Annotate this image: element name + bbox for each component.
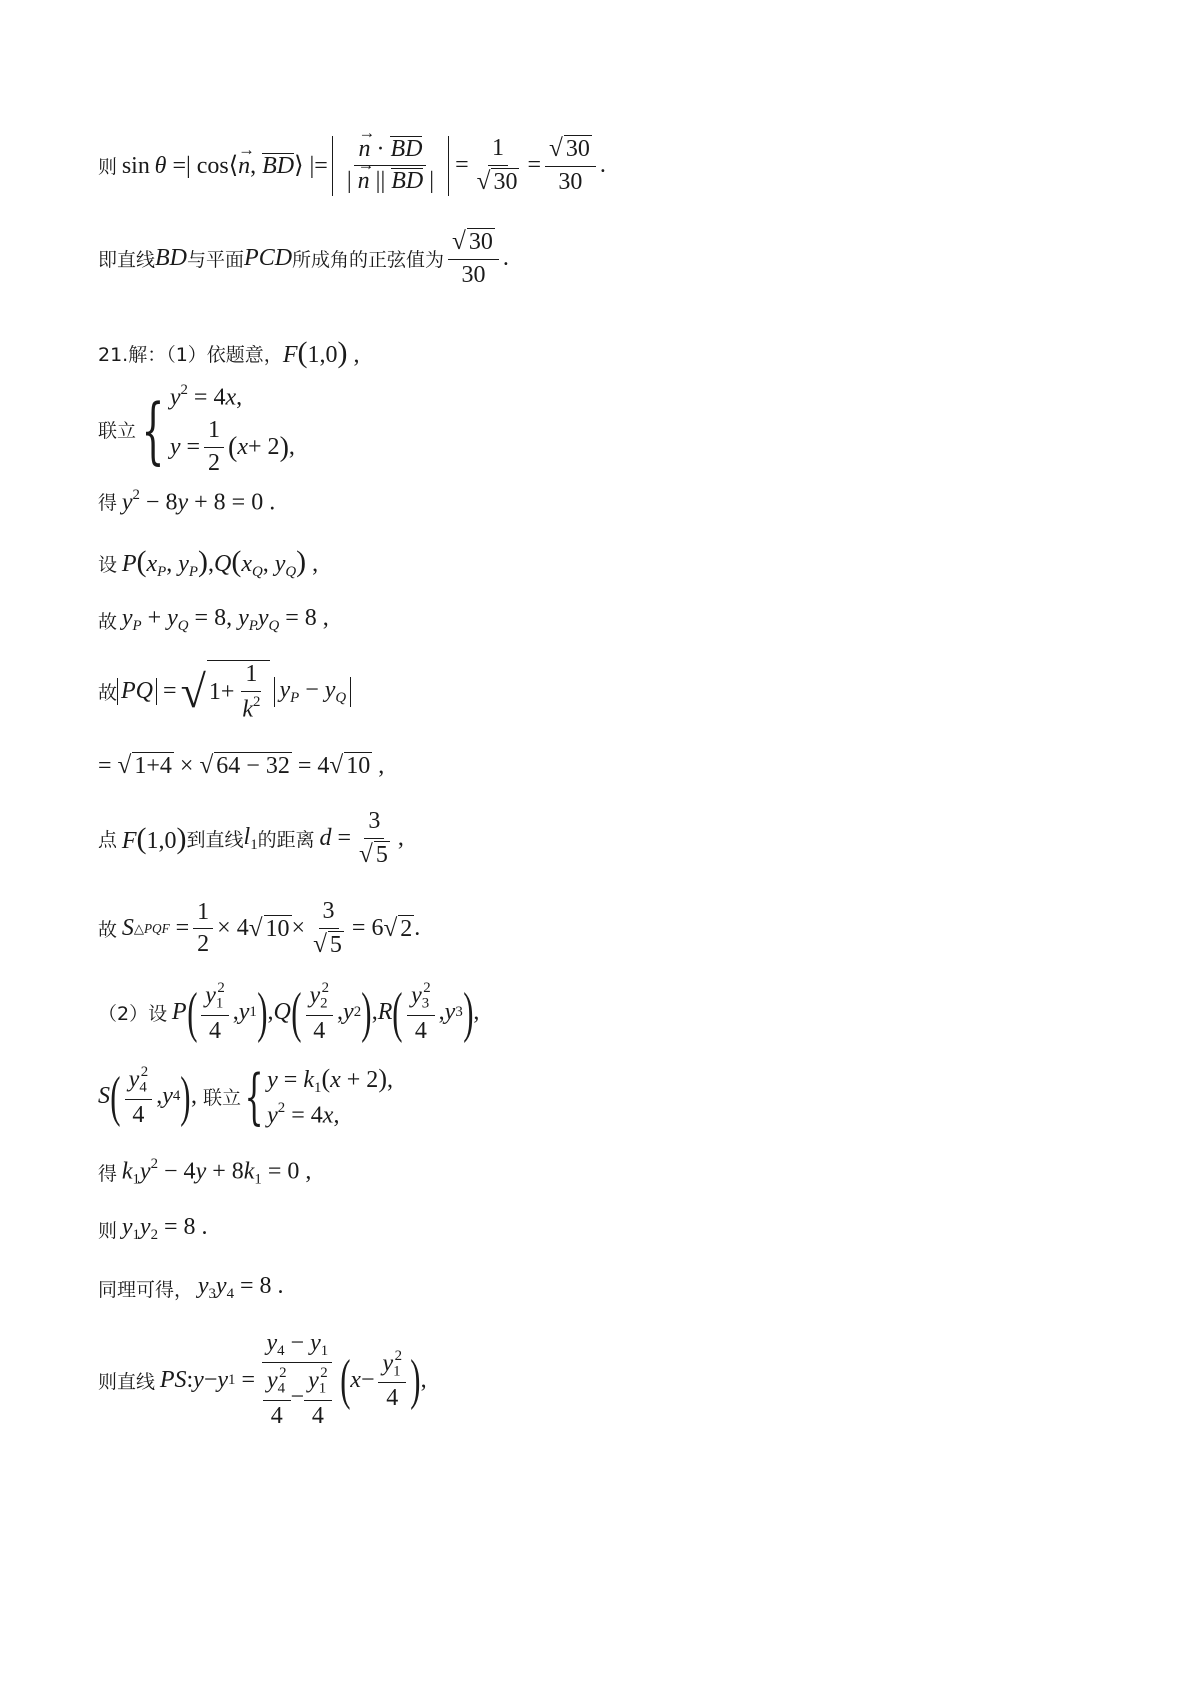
line-PS-equation: 则直线 PS : y − y 1 = $y_4 - y_1$ $\frac{y_4^2}{4}$ − $\frac{y_1^2}{4}$ ( x − $\frac{y_1^2}{4}$ ) , — [98, 1330, 427, 1429]
triangle-area: 故 S △PQF = $\frac{1}{2}$ × 4 √ 10 × $\frac{3}{√ 5}$ = 6 √ 2 . — [98, 898, 421, 958]
fraction-root30-over-30: $\frac{√ 30}{30}$ — [545, 135, 596, 197]
conclusion-sine-value: 即直线 BD 与平面 PCD 所成角的正弦值为 $\frac{√ 30}{30}$ . — [98, 228, 509, 288]
left-brace: { — [244, 1061, 264, 1132]
fraction-root30-over-30: $\frac{√ 30}{30}$ — [448, 228, 499, 290]
distance-to-line: 点 F(1,0) 到直线 $l_1$ 的距离 d = $\frac{3}{√ 5}$ , — [98, 808, 404, 868]
equation-sin-theta: 则 sin θ =| cos⟨→ n, BD⟩ |= → $\frac{n \cdot BD}{| \to n || BD |}$ = $\frac{1}{√ 30}$ = $\frac{√ 30}{30}$ . — [98, 135, 606, 197]
line-prefix: 则 — [98, 156, 118, 179]
formula-sin-theta: sin θ =| cos⟨→ n, BD⟩ |= — [117, 151, 328, 180]
left-brace: { — [141, 387, 165, 472]
part2-set-points: （2）设 P ( $\frac{y_1^2}{4}$ , y 1 ) , Q ( $\frac{y_2^2}{4}$ , y 2 ) , R ( $\frac{y_3^2}{4}$ , y 3 ) , — [98, 980, 480, 1044]
fraction-one-over-root30: $\frac{1}{√ 30}$ — [476, 135, 518, 195]
chord-length-value: = √ 1+4 × √ 64 − 32 = 4√ 10 , — [98, 752, 385, 779]
problem-21-heading: 21.解：（1）依题意， F(1,0) , — [98, 336, 360, 369]
product-y1y2: 则 $y_1y_2 = 8$ . — [98, 1214, 208, 1244]
formula-focus: F(1,0) , — [282, 336, 360, 369]
quadratic-result: 得 $y^2 - 8y + 8 = 0$ . — [98, 487, 276, 516]
quadratic-in-y: 得 $k_1y^2 - 4y + 8k_1 = 0$ , — [98, 1156, 312, 1188]
point-S-and-system: S ( $\frac{y_4^2}{4}$ , y 4 ) , 联立 { $y = k_1(x + 2)$, $y^2 = 4x$, — [98, 1061, 393, 1132]
set-points-PQ: 设 $P(x_P$, $y_P),Q(x_Q$, $y_Q$) , — [98, 545, 319, 581]
vieta-relations: 故 $y_P + y_Q = 8$, $y_Py_Q = 8$ , — [98, 605, 329, 635]
product-y3y4: 同理可得， $y_3y_4 = 8$ . — [98, 1273, 284, 1303]
system-parabola-line: 联立 { $y^2 = 4x$, y = $\frac{1}{2}$ ( x + 2 ) , — [98, 382, 295, 476]
abs-fraction: → $\frac{n \cdot BD}{| \to n || BD |}$ — [332, 136, 449, 196]
chord-length-formula: 故 PQ = √ 1+ $\frac{1}{k^2}$ $y_P - y_Q$ — [98, 660, 351, 724]
